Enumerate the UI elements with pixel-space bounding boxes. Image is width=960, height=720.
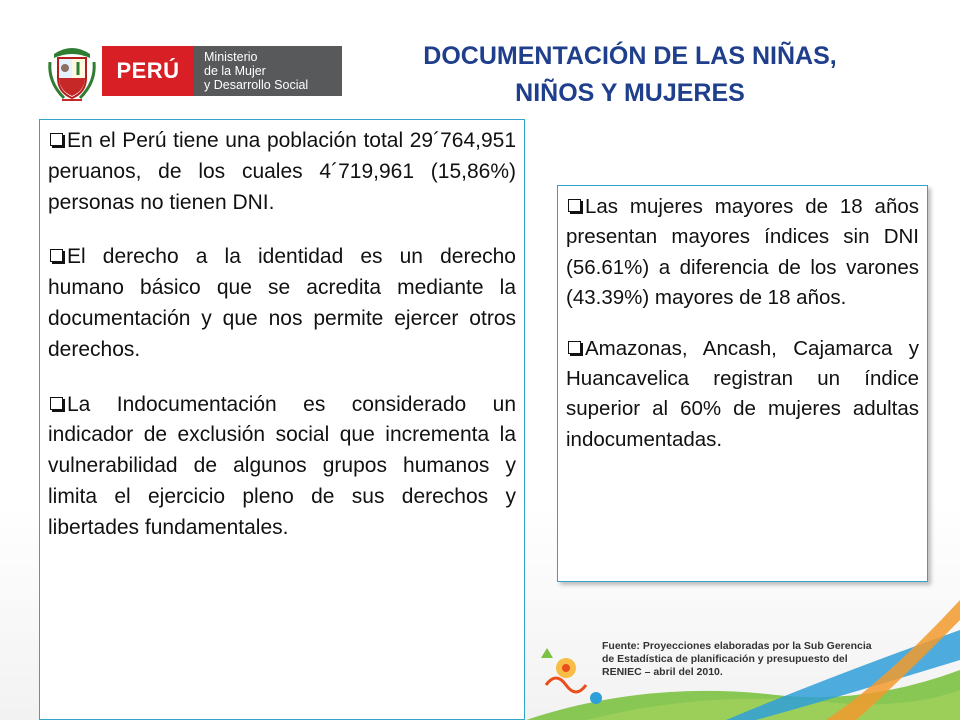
title-line-1: DOCUMENTACIÓN DE LAS NIÑAS, bbox=[423, 42, 837, 70]
right-text-box bbox=[557, 185, 928, 582]
checkbox-bullet-icon bbox=[50, 133, 63, 146]
left-paragraph-1-text: En el Perú tiene una población total 29´764,951 peruanos, de los cuales 4´719,961 (15,86%) personas no tienen DNI. bbox=[48, 129, 516, 214]
right-paragraph-1 bbox=[566, 192, 919, 314]
ministry-name bbox=[194, 46, 342, 96]
right-paragraph-2 bbox=[566, 334, 919, 456]
left-paragraph-1 bbox=[48, 126, 516, 218]
left-paragraph-2 bbox=[48, 242, 516, 365]
left-text-box bbox=[39, 119, 525, 720]
checkbox-bullet-icon bbox=[50, 397, 63, 410]
left-paragraph-2-text: El derecho a la identidad es un derecho humano básico que se acredita mediante la documentación y que nos permite ejercer otros derechos. bbox=[48, 245, 516, 361]
checkbox-bullet-icon bbox=[568, 199, 581, 212]
source-note: Fuente: Proyecciones elaboradas por la Sub Gerencia de Estadística de planificación y presupuesto del RENIEC – abril del 2010. bbox=[602, 640, 872, 678]
ministry-line-1: Ministerio bbox=[204, 50, 258, 64]
ministry-line-2: de la Mujer bbox=[204, 64, 266, 78]
coat-of-arms-icon bbox=[46, 44, 98, 102]
left-paragraph-3-text: La Indocumentación es considerado un indicador de exclusión social que incrementa la vulnerabilidad de algunos grupos humanos y limita el ejercicio pleno de sus derechos y libertades fundamentales. bbox=[48, 392, 516, 539]
right-paragraph-2-text: Amazonas, Ancash, Cajamarca y Huancavelica registran un índice superior al 60% de mujeres adultas indocumentadas. bbox=[566, 336, 919, 451]
slide-title bbox=[350, 38, 910, 112]
checkbox-bullet-icon bbox=[568, 341, 581, 354]
title-line-2: NIÑOS Y MUJERES bbox=[515, 79, 745, 107]
checkbox-bullet-icon bbox=[50, 249, 63, 262]
peru-label: PERÚ bbox=[102, 46, 194, 96]
right-paragraph-1-text: Las mujeres mayores de 18 años presentan mayores índices sin DNI (56.61%) a diferencia de los varones (43.39%) mayores de 18 años. bbox=[566, 195, 919, 310]
left-paragraph-3 bbox=[48, 390, 516, 544]
ministry-logo bbox=[44, 44, 309, 104]
ministry-line-3: y Desarrollo Social bbox=[204, 78, 309, 92]
